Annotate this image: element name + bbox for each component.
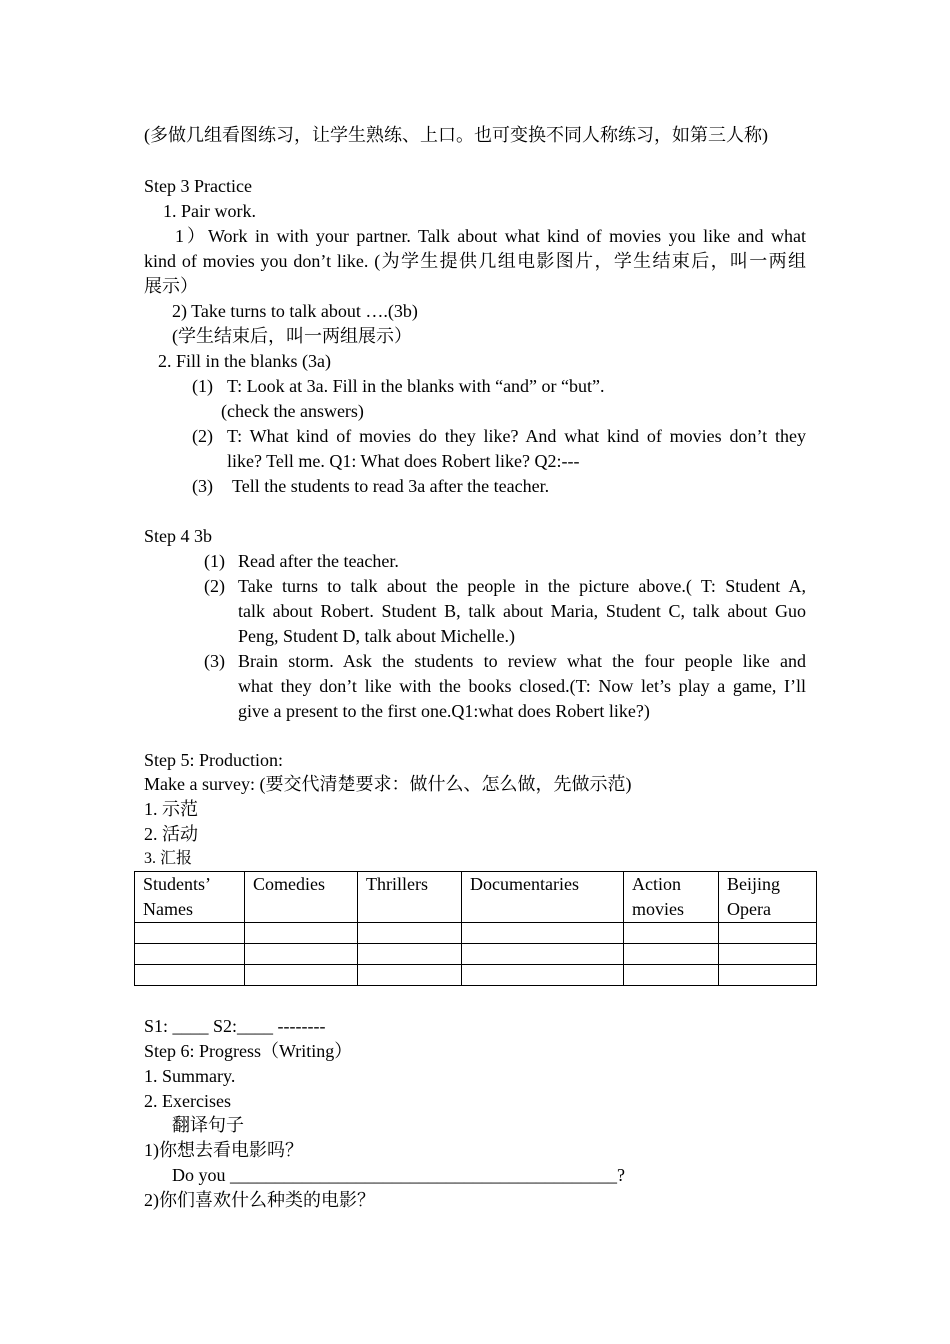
step4-item-number: (1): [204, 551, 225, 571]
column-header-documentaries: Documentaries: [462, 872, 624, 923]
step5-title: Step 5: Production:: [144, 750, 283, 770]
column-header-action-movies: Action movies: [624, 872, 719, 923]
step4-item-line: Peng, Student D, talk about Michelle.): [238, 626, 515, 646]
table-cell: [462, 944, 624, 965]
fill-item-line: Tell the students to read 3a after the teacher.: [232, 476, 550, 496]
fill-item-line: T: Look at 3a. Fill in the blanks with “and” or “but”.: [227, 376, 605, 396]
step4-item-line: give a present to the first one.Q1:what does Robert like?): [238, 701, 650, 721]
table-row: [135, 923, 817, 944]
step4-item-line: Take turns to talk about the people in the picture above.( T: Student A,: [238, 576, 806, 596]
survey-list-item: 1. 示范: [144, 799, 198, 819]
survey-instruction: Make a survey: (要交代清楚要求：做什么、怎么做，先做示范): [144, 774, 632, 794]
pair-work-heading: 1. Pair work.: [163, 201, 256, 221]
step6-title: Step 6: Progress（Writing）: [144, 1041, 353, 1061]
exercise-answer-1: Do you ___________________________________________?: [172, 1165, 625, 1185]
table-cell: [719, 944, 817, 965]
pair-work-item2: 2) Take turns to talk about ….(3b): [172, 301, 418, 321]
table-cell: [719, 965, 817, 986]
table-cell: [624, 923, 719, 944]
fill-blanks-heading: 2. Fill in the blanks (3a): [158, 351, 331, 371]
column-header-students-names: Students’ Names: [135, 872, 245, 923]
table-cell: [358, 923, 462, 944]
step4-title: Step 4 3b: [144, 526, 213, 546]
dialog-line: S1: ____ S2:____ --------: [144, 1016, 326, 1036]
pair-work-item1-line2: kind of movies you don’t like. (为学生提供几组电影图片，学生结束后，叫一两组: [144, 251, 806, 271]
fill-item-number: (3): [192, 476, 213, 496]
fill-item-line: T: What kind of movies do they like? And what kind of movies don’t they: [227, 426, 806, 446]
step4-item-line: Brain storm. Ask the students to review what the four people like and: [238, 651, 806, 671]
survey-list-item: 3. 汇报: [144, 850, 193, 867]
fill-item-number: (2): [192, 426, 213, 446]
pair-work-item1-line1: 1）Work in with your partner. Talk about what kind of movies you like and what: [175, 226, 806, 246]
step3-title: Step 3 Practice: [144, 176, 252, 196]
exercise-question-2: 2)你们喜欢什么种类的电影？: [144, 1190, 375, 1210]
column-header-thrillers: Thrillers: [358, 872, 462, 923]
summary-item: 1. Summary.: [144, 1066, 236, 1086]
step4-item-number: (2): [204, 576, 225, 596]
translate-heading: 翻译句子: [172, 1115, 244, 1135]
intro-note: (多做几组看图练习，让学生熟练、上口。也可变换不同人称练习，如第三人称): [144, 125, 768, 145]
fill-item-line: (check the answers): [221, 401, 364, 421]
table-cell: [135, 965, 245, 986]
table-row: [135, 965, 817, 986]
survey-table: [134, 871, 817, 986]
exercise-question-1: 1)你想去看电影吗？: [144, 1140, 303, 1160]
fill-item-number: (1): [192, 376, 213, 396]
table-cell: [462, 923, 624, 944]
step4-item-line: talk about Robert. Student B, talk about Maria, Student C, talk about Guo: [238, 601, 806, 621]
table-cell: [245, 965, 358, 986]
table-cell: [719, 923, 817, 944]
table-cell: [245, 944, 358, 965]
exercises-item: 2. Exercises: [144, 1091, 231, 1111]
table-cell: [135, 923, 245, 944]
table-cell: [624, 965, 719, 986]
table-row: [135, 944, 817, 965]
table-cell: [624, 944, 719, 965]
table-cell: [358, 944, 462, 965]
table-cell: [135, 944, 245, 965]
pair-work-item1-line3: 展示）: [144, 276, 198, 296]
survey-list-item: 2. 活动: [144, 824, 198, 844]
table-cell: [245, 923, 358, 944]
pair-work-item2-note: (学生结束后，叫一两组展示）: [172, 326, 412, 346]
survey-header-row: [135, 872, 817, 923]
step4-item-line: Read after the teacher.: [238, 551, 399, 571]
column-header-beijing-opera: Beijing Opera: [719, 872, 817, 923]
column-header-comedies: Comedies: [245, 872, 358, 923]
step4-item-line: what they don’t like with the books closed.(T: Now let’s play a game, I’ll: [238, 676, 806, 696]
step4-item-number: (3): [204, 651, 225, 671]
fill-item-line: like? Tell me. Q1: What does Robert like? Q2:---: [227, 451, 580, 471]
table-cell: [462, 965, 624, 986]
table-cell: [358, 965, 462, 986]
